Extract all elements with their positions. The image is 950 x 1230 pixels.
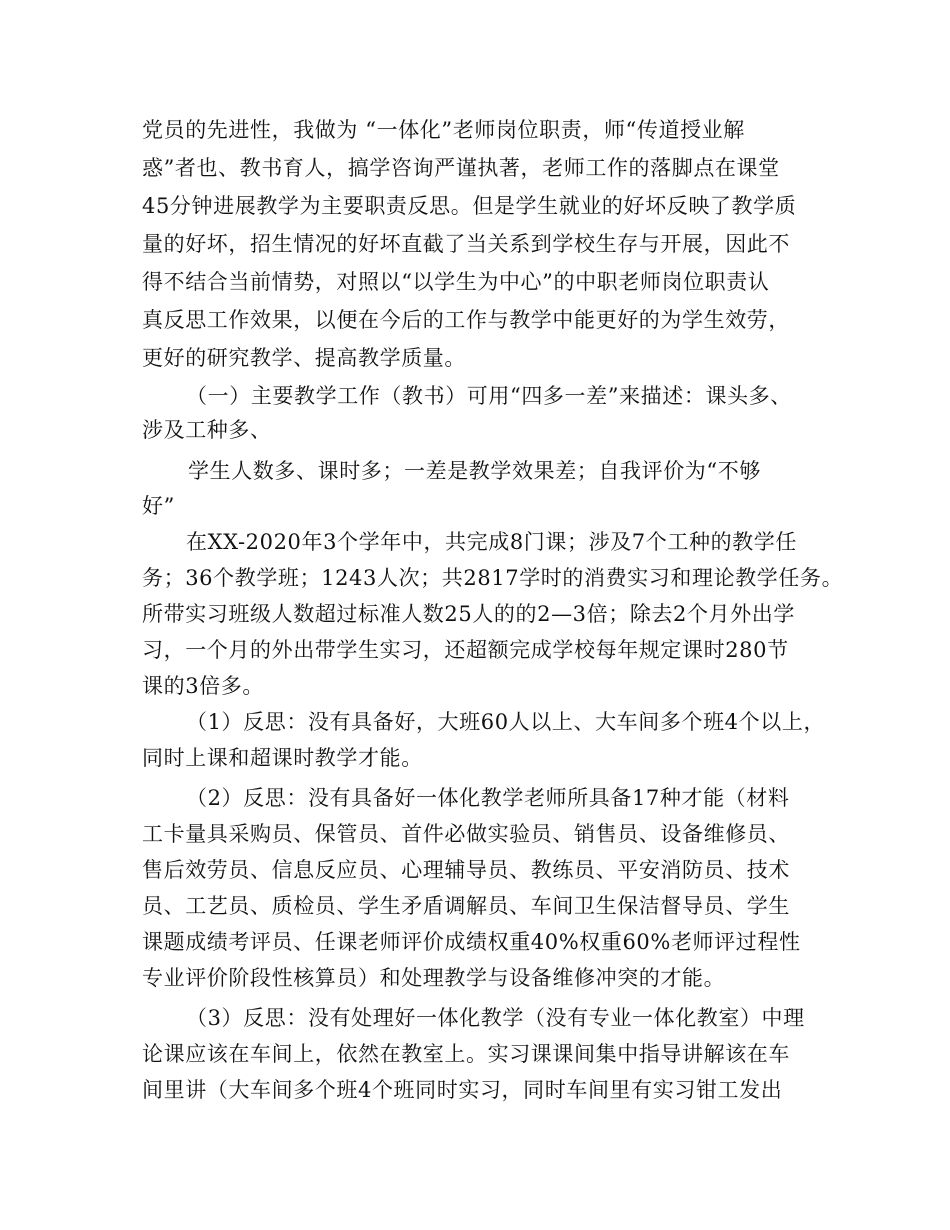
paragraph-line: 党员的先进性，我做为 “一体化”老师岗位职责，师“传道授业解 xyxy=(142,118,745,142)
reflection-item-line: （2）反思：没有具备好一体化教学老师所具备17种才能（材料 xyxy=(186,786,790,810)
reflection-item-line: 间里讲（大车间多个班4个班同时实习，同时车间里有实习钳工发出 xyxy=(142,1078,783,1102)
paragraph-line: 量的好坏，招生情况的好坏直截了当关系到学校生存与开展，因此不 xyxy=(142,232,790,256)
paragraph-line: 所带实习班级人数超过标准人数25人的的2—3倍；除去2个月外出学 xyxy=(142,602,796,626)
paragraph-line: 课的3倍多。 xyxy=(142,674,264,698)
reflection-item-line: （3）反思：没有处理好一体化教学（没有专业一体化教室）中理 xyxy=(186,1006,805,1030)
paragraph-line: 在XX-2020年3个学年中，共完成8门课；涉及7个工种的教学任 xyxy=(186,530,797,554)
reflection-item-line: 员、工艺员、质检员、学生矛盾调解员、车间卫生保洁督导员、学生 xyxy=(142,894,790,918)
reflection-item-line: 工卡量具采购员、保管员、首件必做实验员、销售员、设备维修员、 xyxy=(142,822,790,846)
paragraph-line: 惑”者也、教书育人，搞学咨询严谨执著，老师工作的落脚点在课堂 xyxy=(142,156,780,180)
reflection-item-line: 售后效劳员、信息反应员、心理辅导员、教练员、平安消防员、技术 xyxy=(142,858,790,882)
paragraph-line: 学生人数多、课时多；一差是教学效果差；自我评价为“不够 xyxy=(188,459,761,483)
reflection-item-line: 课题成绩考评员、任课老师评价成绩权重40%权重60%老师评过程性 xyxy=(142,930,801,954)
paragraph-line: 真反思工作效果，以便在今后的工作与教学中能更好的为学生效劳， xyxy=(142,308,790,332)
section-heading-line: 涉及工种多、 xyxy=(142,418,272,442)
paragraph-line: 好” xyxy=(142,494,175,518)
paragraph-line: 45分钟进展教学为主要职责反思。但是学生就业的好坏反映了教学质 xyxy=(142,194,797,218)
reflection-item-line: 同时上课和超课时教学才能。 xyxy=(142,746,423,770)
reflection-item-line: （1）反思：没有具备好，大班60人以上、大车间多个班4个以上， xyxy=(186,710,826,734)
paragraph-line: 习，一个月的外出带学生实习，还超额完成学校每年规定课时280节 xyxy=(142,638,789,662)
paragraph-line: 更好的研究教学、提高教学质量。 xyxy=(142,346,466,370)
reflection-item-line: 论课应该在车间上，依然在教室上。实习课课间集中指导讲解该在车 xyxy=(142,1042,790,1066)
paragraph-line: 务；36个教学班；1243人次；共2817学时的消费实习和理论教学任务。 xyxy=(142,566,844,590)
reflection-item-line: 专业评价阶段性核算员）和处理教学与设备维修冲突的才能。 xyxy=(142,966,726,990)
section-heading-line: （一）主要教学工作（教书）可用“四多一差”来描述：课头多、 xyxy=(186,384,792,408)
paragraph-line: 得不结合当前情势，对照以“以学生为中心”的中职老师岗位职责认 xyxy=(142,270,770,294)
